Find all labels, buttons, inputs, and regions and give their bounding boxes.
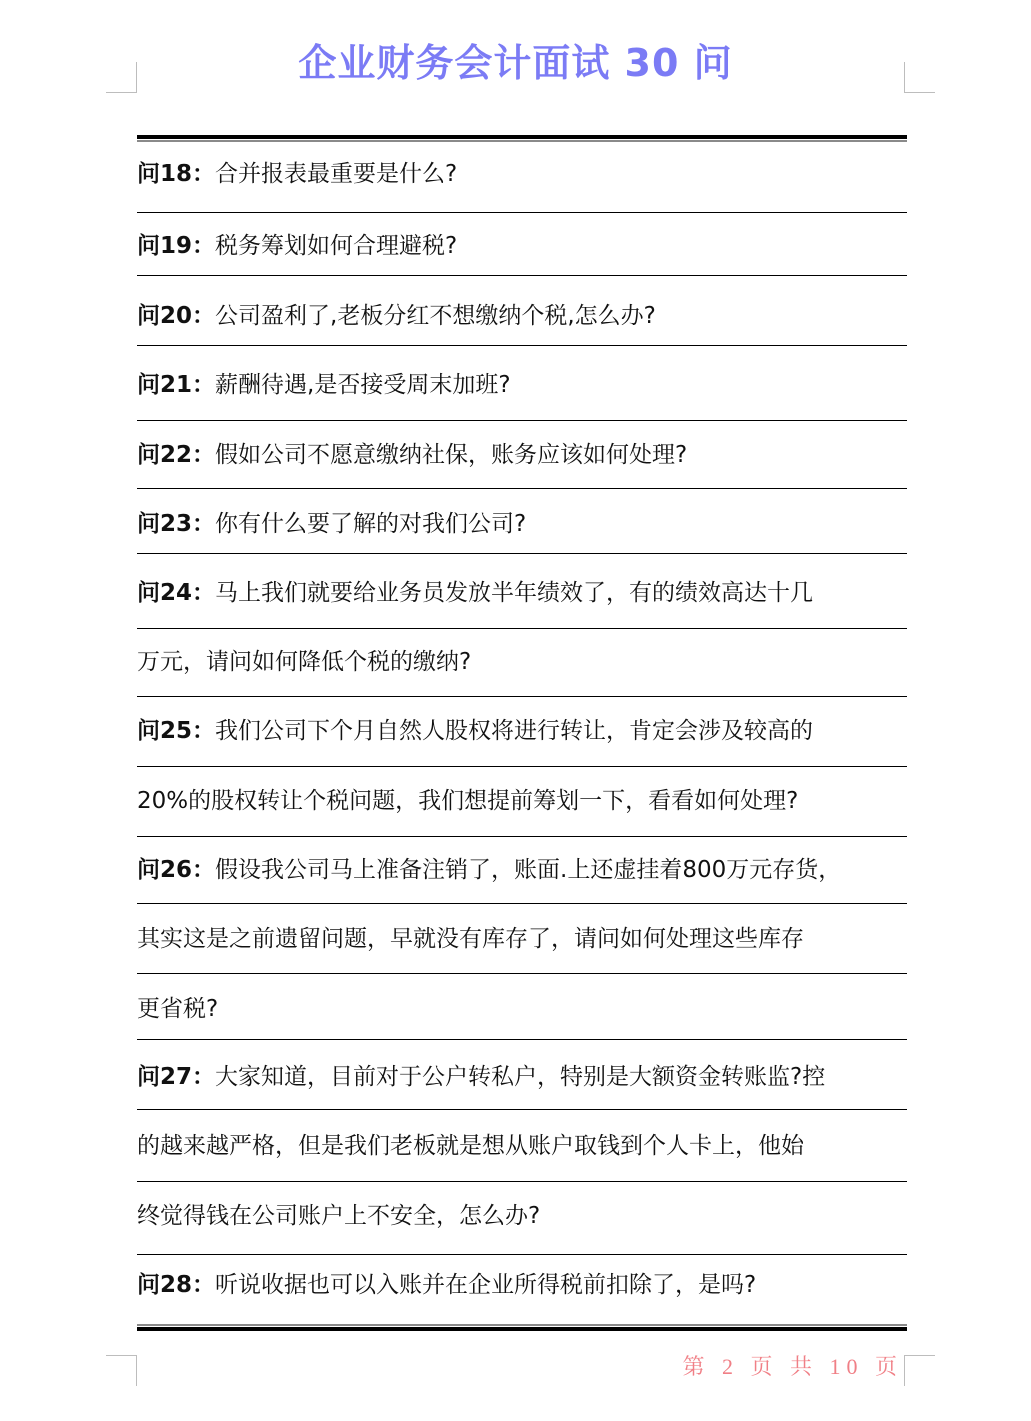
question-text: 假设我公司马上准备注销了，账面.上还虚挂着800万元存货， <box>215 857 842 883</box>
question-19 <box>137 234 907 259</box>
question-text: 合并报表最重要是什么? <box>215 161 458 187</box>
question-text: 税务筹划如何合理避税? <box>215 233 458 259</box>
divider <box>137 420 907 421</box>
crop-mark-bottom-right <box>904 1355 935 1386</box>
question-21 <box>137 373 907 398</box>
question-28 <box>137 1273 907 1298</box>
question-26-continuation <box>137 927 907 952</box>
question-25-continuation <box>137 789 907 814</box>
question-text: 的越来越严格，但是我们老板就是想从账户取钱到个人卡上，他始 <box>137 1133 804 1159</box>
question-text: 其实这是之前遗留问题，早就没有库存了，请问如何处理这些库存 <box>137 926 804 952</box>
question-number: 问21： <box>137 372 216 398</box>
divider <box>137 903 907 904</box>
question-text: 马上我们就要给业务员发放半年绩效了，有的绩效高达十几 <box>215 580 814 606</box>
question-text: 你有什么要了解的对我们公司? <box>215 511 527 537</box>
footer-double-rule <box>137 1324 907 1331</box>
question-26 <box>137 858 907 883</box>
divider <box>137 1181 907 1182</box>
question-18 <box>137 162 907 187</box>
question-text: 公司盈利了,老板分红不想缴纳个税,怎么办? <box>215 303 656 329</box>
question-number: 问28： <box>137 1272 216 1298</box>
question-number: 问27： <box>137 1064 216 1090</box>
question-text: 20%的股权转让个税问题，我们想提前筹划一下，看看如何处理? <box>137 788 799 814</box>
question-27-continuation <box>137 1204 907 1229</box>
divider <box>137 973 907 974</box>
question-text: 听说收据也可以入账并在企业所得税前扣除了，是吗? <box>215 1272 757 1298</box>
header-double-rule <box>137 135 907 142</box>
divider <box>137 1109 907 1110</box>
question-text: 薪酬待遇,是否接受周末加班? <box>215 372 511 398</box>
divider <box>137 553 907 554</box>
divider <box>137 836 907 837</box>
question-24 <box>137 581 907 606</box>
divider <box>137 345 907 346</box>
question-text: 终觉得钱在公司账户上不安全，怎么办? <box>137 1203 541 1229</box>
page-number-footer: 第 2 页 共 10 页 <box>682 1354 903 1379</box>
divider <box>137 766 907 767</box>
divider <box>137 212 907 213</box>
question-25 <box>137 719 907 744</box>
question-text: 我们公司下个月自然人股权将进行转让，肯定会涉及较高的 <box>215 718 814 744</box>
question-number: 问23： <box>137 511 216 537</box>
question-number: 问26： <box>137 857 216 883</box>
question-number: 问20： <box>137 303 216 329</box>
question-text: 万元，请问如何降低个税的缴纳? <box>137 649 472 675</box>
divider <box>137 1039 907 1040</box>
question-22 <box>137 443 907 468</box>
question-26-continuation <box>137 997 907 1022</box>
question-number: 问22： <box>137 442 216 468</box>
question-text: 假如公司不愿意缴纳社保，账务应该如何处理? <box>215 442 688 468</box>
question-number: 问25： <box>137 718 216 744</box>
question-27 <box>137 1065 907 1090</box>
question-text: 大家知道，目前对于公户转私户，特别是大额资金转账监?控 <box>215 1064 826 1090</box>
question-24-continuation <box>137 650 907 675</box>
divider <box>137 275 907 276</box>
question-20 <box>137 304 907 329</box>
question-number: 问24： <box>137 580 216 606</box>
divider <box>137 1254 907 1255</box>
document-title: 企业财务会计面试 30 问 <box>298 41 733 85</box>
question-number: 问19： <box>137 233 216 259</box>
crop-mark-bottom-left <box>106 1355 137 1386</box>
question-number: 问18： <box>137 161 216 187</box>
divider <box>137 696 907 697</box>
question-23 <box>137 512 907 537</box>
divider <box>137 628 907 629</box>
question-27-continuation <box>137 1134 907 1159</box>
question-text: 更省税? <box>137 996 219 1022</box>
divider <box>137 488 907 489</box>
